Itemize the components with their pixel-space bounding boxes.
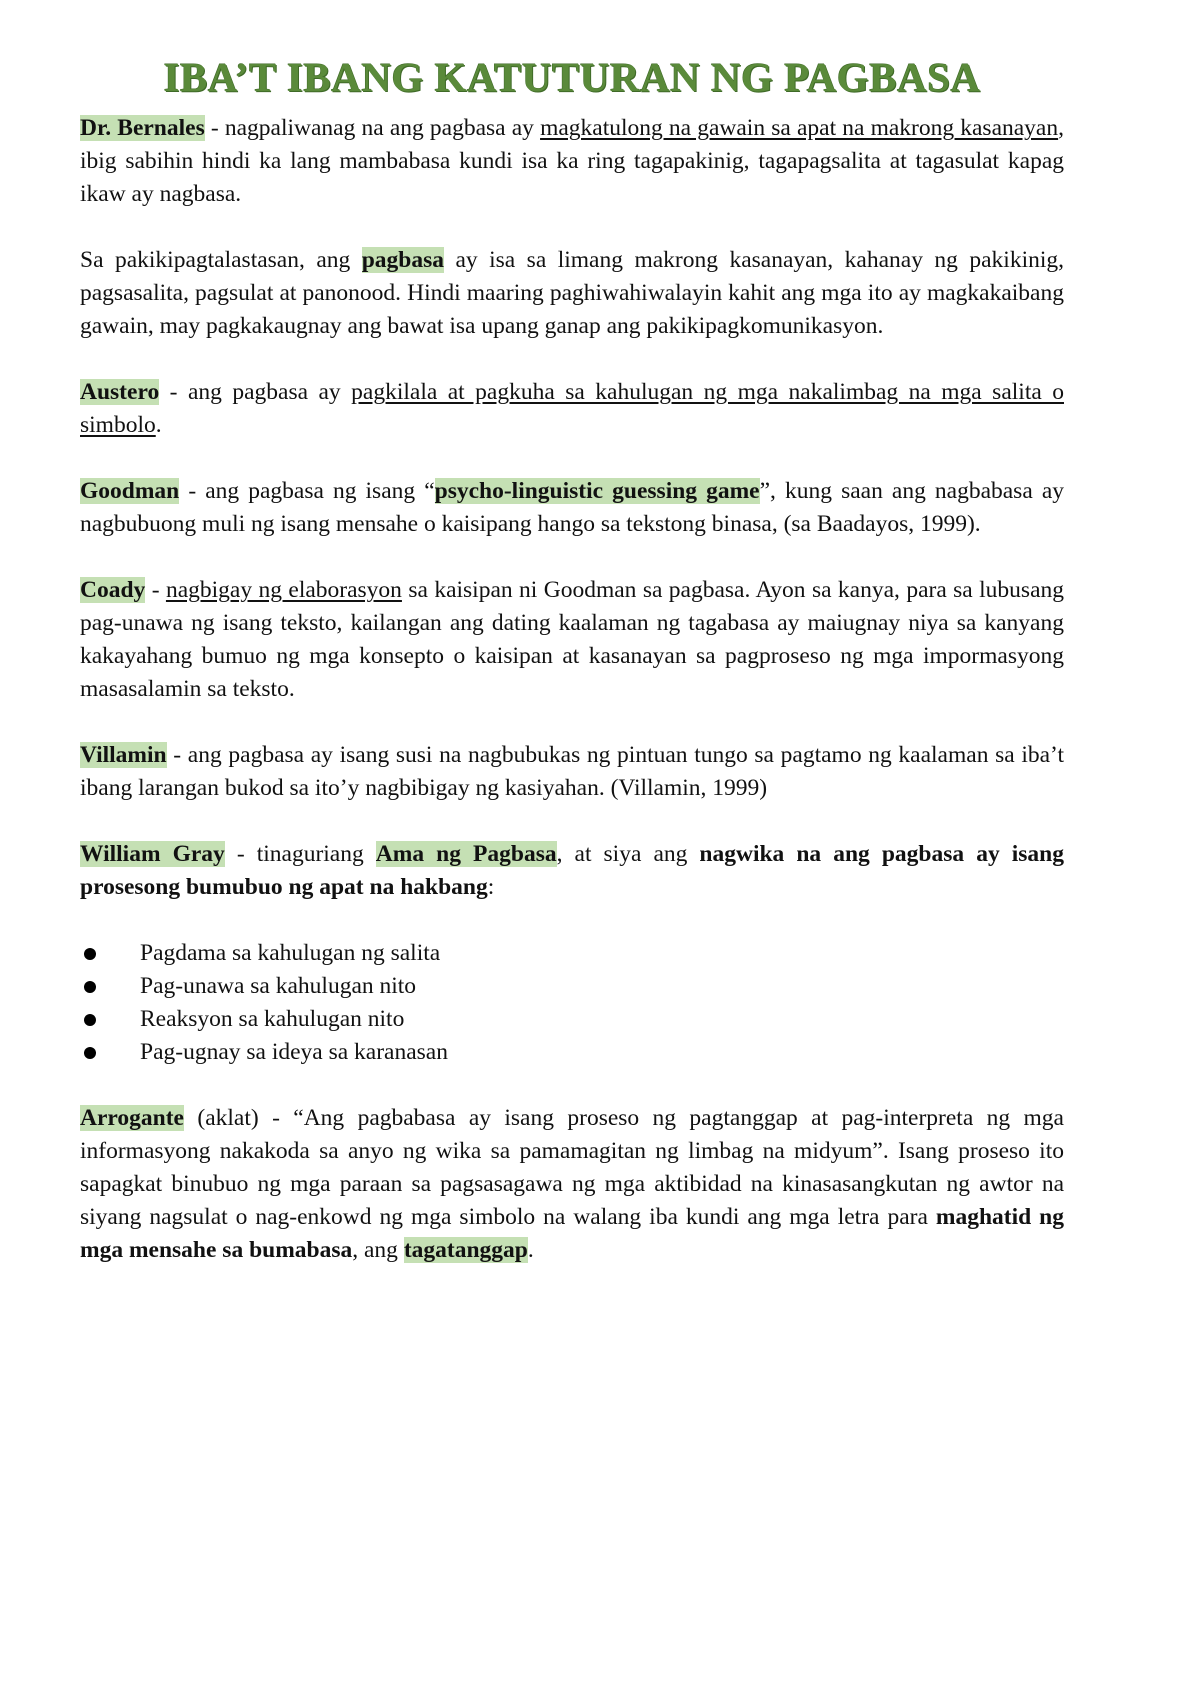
document-page (80, 52, 1064, 1300)
highlighted-term: psycho-linguistic guessing game (434, 478, 760, 504)
bullet-icon (84, 948, 96, 960)
bullet-icon (84, 981, 96, 993)
author-name-arrogante: Arrogante (80, 1105, 184, 1131)
author-name-goodman: Goodman (80, 478, 180, 504)
paragraph-arrogante: Arrogante (aklat) - “Ang pagbabasa ay isang proseso ng pagtanggap at pag-interpreta ng mga informasyong nakakoda sa anyo ng wika sa pamamagitan ng limbag na midyum”. Isang proseso ito sapagkat binubuo ng mga paraan sa pagsasagawa ng mga aktibidad na kinasasangkutan ng awtor na siyang nagsulat o nag-enkowd ng mga simbolo na walang iba kundi ang mga letra para maghatid ng mga mensahe sa bumabasa, ang tagatanggap. (80, 1105, 1064, 1263)
bullet-icon (84, 1047, 96, 1059)
reading-steps-list (80, 937, 1064, 1069)
paragraph-austero: Austero - ang pagbasa ay pagkilala at pagkuha sa kahulugan ng mga nakalimbag na mga salita o simbolo. (80, 379, 1064, 438)
author-name-villamin: Villamin (80, 742, 167, 768)
paragraph-villamin: Villamin - ang pagbasa ay isang susi na nagbubukas ng pintuan tungo sa pagtamo ng kaalaman sa iba’t ibang larangan bukod sa ito’y nagbibigay ng kasiyahan. (Villamin, 1999) (80, 742, 1064, 801)
list-item: Pag-unawa sa kahulugan nito (80, 970, 1064, 1003)
paragraph-pakikipagtalastasan: Sa pakikipagtalastasan, ang pagbasa ay isa sa limang makrong kasanayan, kahanay ng pakikinig, pagsasalita, pagsulat at panonood. Hindi maaring paghiwahiwalayin kahit ang mga ito ay magkakaibang gawain, may pagkakaugnay ang bawat isa upang ganap ang pakikipagkomunikasyon. (80, 247, 1065, 339)
highlighted-term: pagbasa (361, 247, 445, 273)
bullet-icon (84, 1014, 96, 1026)
author-name-gray: William Gray (80, 841, 225, 867)
page-title: IBA’T IBANG KATUTURAN NG PAGBASA (163, 54, 981, 100)
author-name-austero: Austero (80, 379, 160, 405)
list-item: Pag-ugnay sa ideya sa karanasan (80, 1036, 1064, 1069)
list-item: Reaksyon sa kahulugan nito (80, 1003, 1064, 1036)
paragraph-goodman: Goodman - ang pagbasa ng isang “psycho-linguistic guessing game”, kung saan ang nagbabasa ay nagbubuong muli ng isang mensahe o kaisipang hango sa tekstong binasa, (sa Baadayos, 1999). (80, 478, 1065, 537)
underlined-phrase: nagbigay ng elaborasyon (165, 577, 402, 603)
bold-phrase: nagwika na ang pagbasa ay isang prosesong bumubuo ng apat na hakbang (80, 841, 1064, 900)
paragraph-william-gray: William Gray - tinaguriang Ama ng Pagbasa, at siya ang nagwika na ang pagbasa ay isang prosesong bumubuo ng apat na hakbang: (80, 841, 1064, 900)
highlighted-term: Ama ng Pagbasa (375, 841, 557, 867)
bold-phrase: maghatid ng mga mensahe sa bumabasa (80, 1204, 1064, 1263)
list-item: Pagdama sa kahulugan ng salita (80, 937, 1064, 970)
author-name-bernales: Dr. Bernales (80, 115, 205, 141)
underlined-phrase: magkatulong na gawain sa apat na makrong kasanayan (540, 115, 1059, 141)
underlined-phrase: pagkilala at pagkuha sa kahulugan ng mga nakalimbag na mga salita o simbolo (80, 379, 1064, 438)
paragraph-bernales: Dr. Bernales - nagpaliwanag na ang pagbasa ay magkatulong na gawain sa apat na makrong kasanayan, ibig sabihin hindi ka lang mambabasa kundi isa ka ring tagapakinig, tagapagsalita at tagasulat kapag ikaw ay nagbasa. (80, 115, 1064, 207)
paragraph-coady: Coady - nagbigay ng elaborasyon sa kaisipan ni Goodman sa pagbasa. Ayon sa kanya, para sa lubusang pag-unawa ng isang teksto, kailangan ang dating kaalaman ng tagabasa ay maiugnay niya sa kanyang kakayahang bumuo ng mga konsepto o kaisipan at kasanayan sa pagproseso ng mga impormasyong masasalamin sa teksto. (80, 577, 1064, 702)
highlighted-term: tagatanggap (403, 1237, 528, 1263)
author-name-coady: Coady (80, 577, 146, 603)
